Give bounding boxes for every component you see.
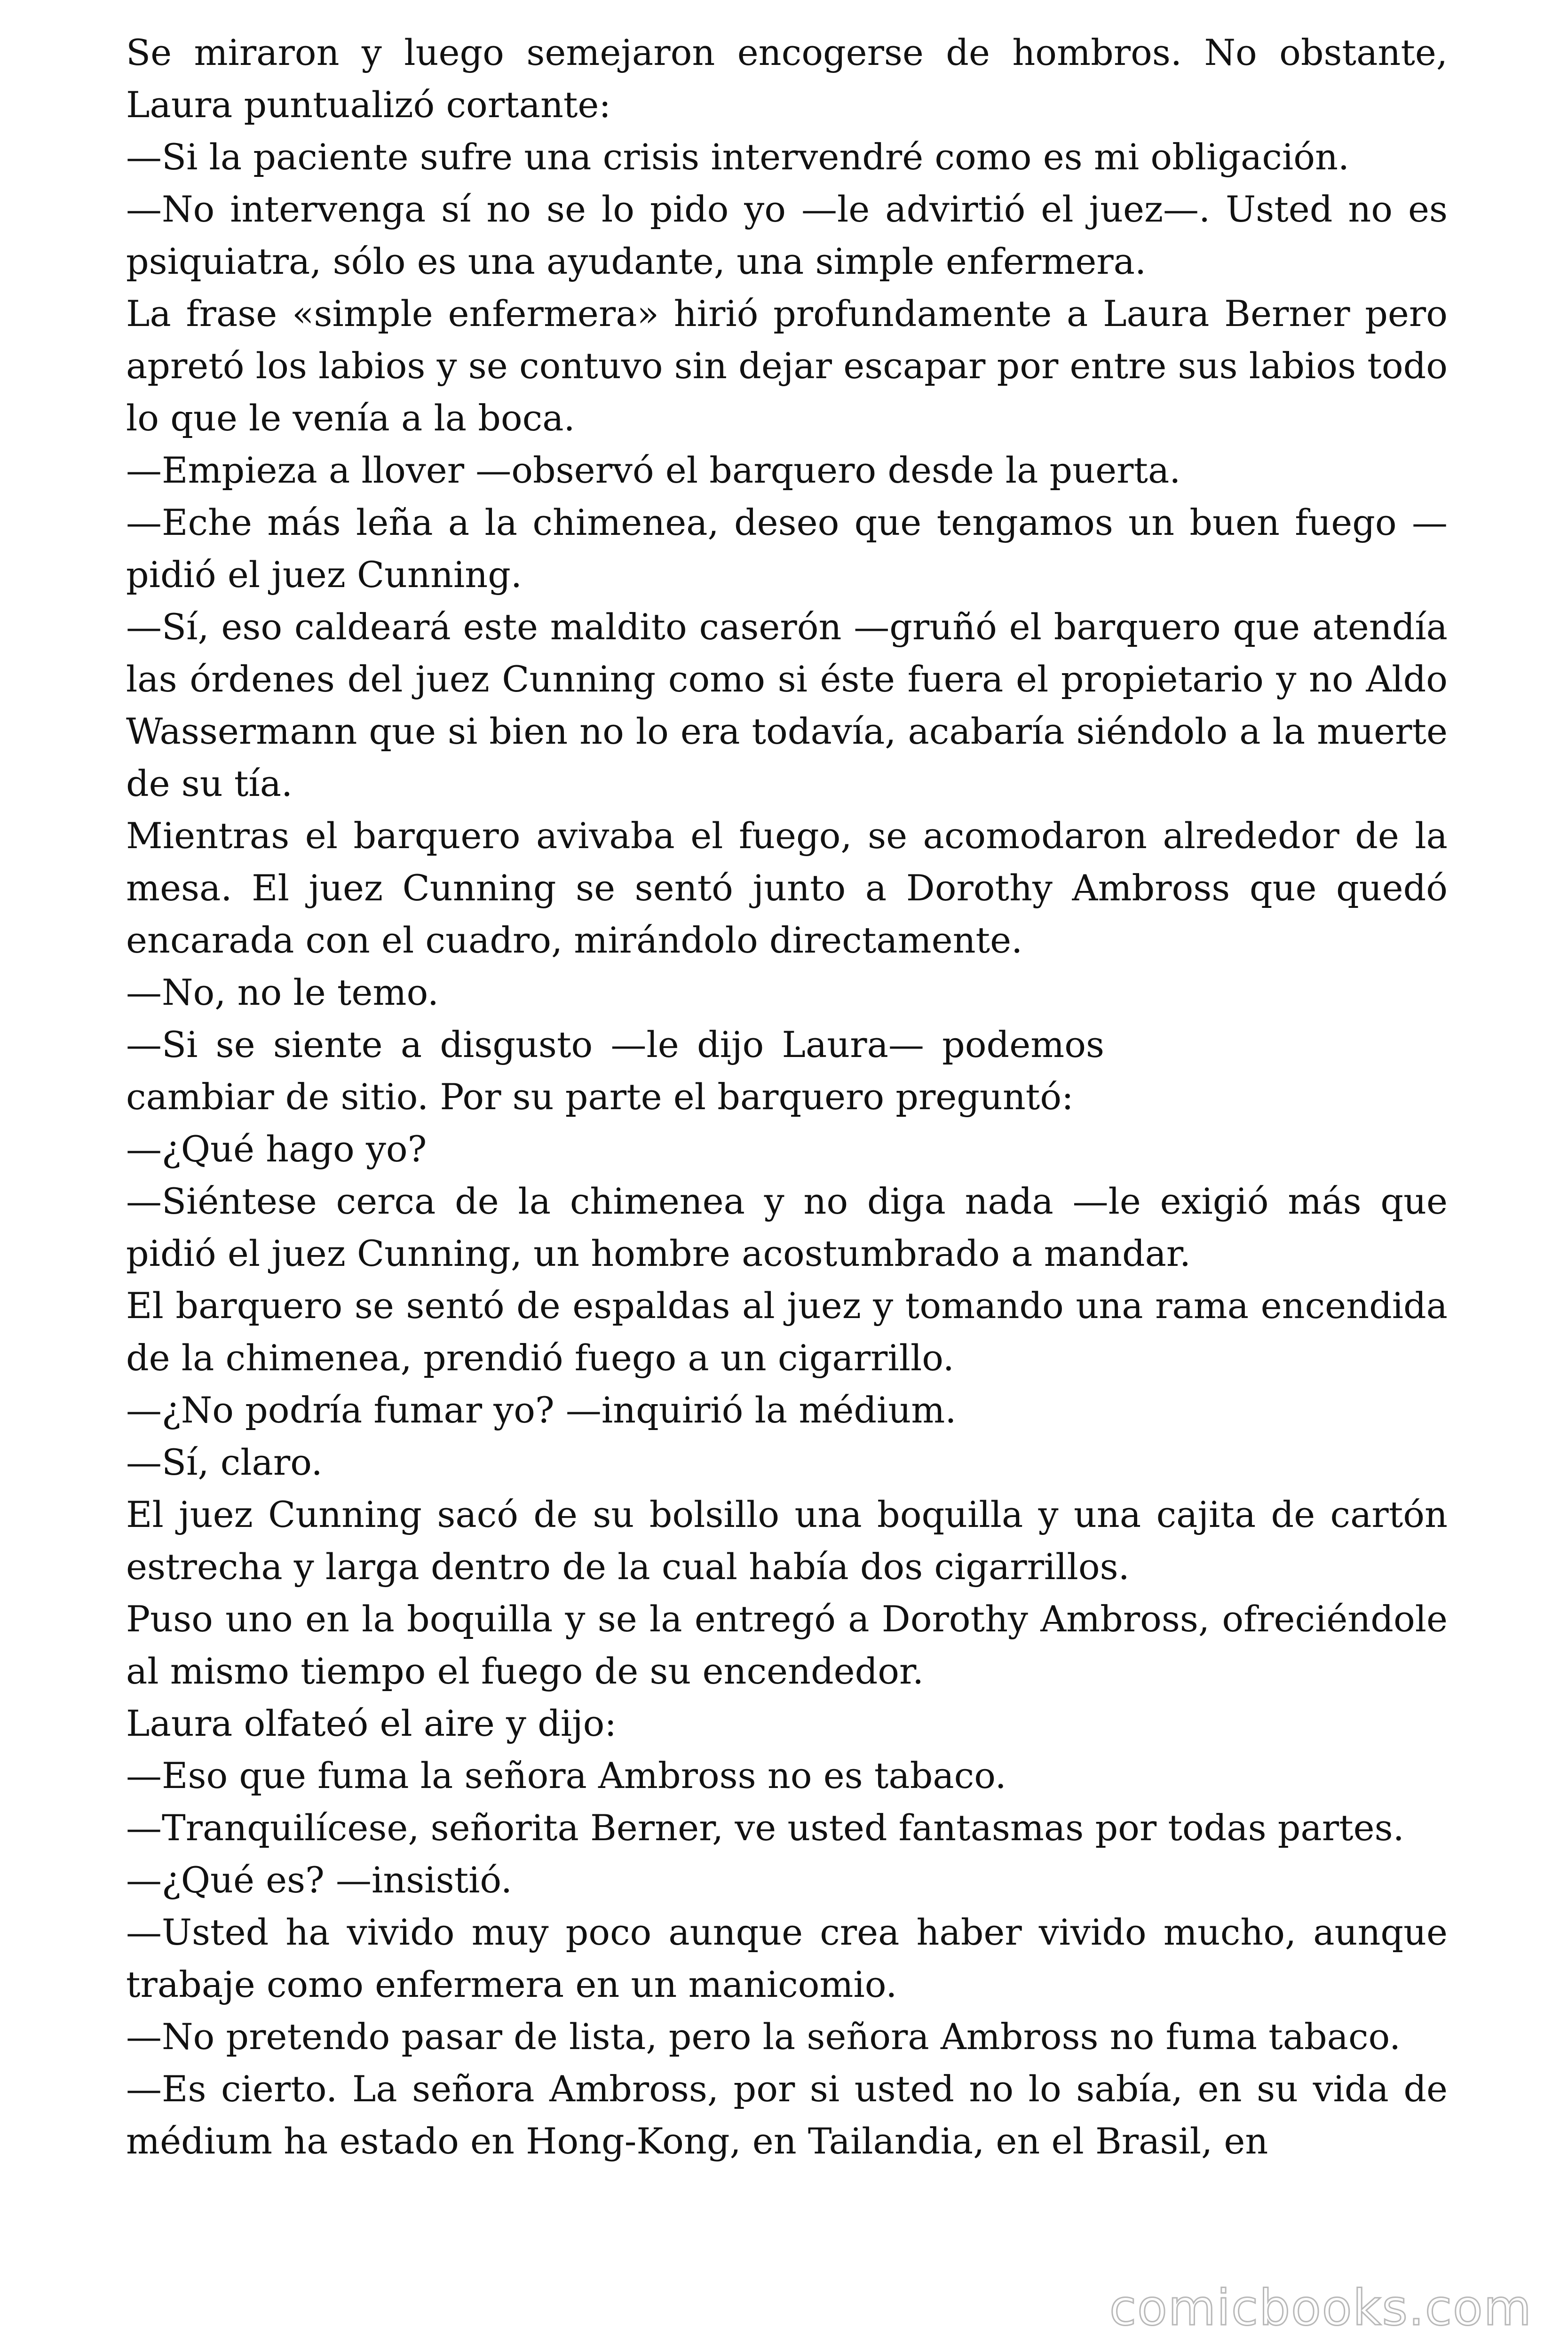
paragraph-13: El barquero se sentó de espaldas al juez y tomando una rama encendida de la chimenea, prendió fuego a un cigarrillo.	[126, 1285, 1448, 1379]
paragraph-8: Mientras el barquero avivaba el fuego, se acomodaron alrededor de la mesa. El juez Cunning se sentó junto a Dorothy Ambross que quedó encarada con el cuadro, mirándolo directamente.	[126, 815, 1448, 961]
paragraph-1: Se miraron y luego semejaron encogerse de hombros. No obstante, Laura puntualizó cortante:	[126, 32, 1448, 126]
paragraph-20: —Tranquilícese, señorita Berner, ve usted fantasmas por todas partes.	[126, 1807, 1404, 1849]
paragraph-7: —Sí, eso caldeará este maldito caserón —gruñó el barquero que atendía las órdenes del juez Cunning como si éste fuera el propietario y no Aldo Wassermann que si bien no lo era todavía, acabaría siéndolo a la muerte de su tía.	[126, 606, 1448, 804]
paragraph-9: —No, no le temo.	[126, 971, 439, 1013]
paragraph-21: —¿Qué es? —insistió.	[126, 1859, 513, 1901]
paragraph-5: —Empieza a llover —observó el barquero desde la puerta.	[126, 449, 1181, 491]
paragraph-18: Laura olfateó el aire y dijo:	[126, 1702, 617, 1744]
document-page	[126, 26, 1448, 2167]
paragraph-6: —Eche más leña a la chimenea, deseo que tengamos un buen fuego —pidió el juez Cunning.	[126, 501, 1448, 596]
watermark: comicbooks.com	[1109, 2279, 1532, 2336]
paragraph-11: —¿Qué hago yo?	[126, 1128, 427, 1170]
paragraph-12: —Siéntese cerca de la chimenea y no diga nada —le exigió más que pidió el juez Cunning, un hombre acostumbrado a mandar.	[126, 1180, 1448, 1274]
paragraph-10: —Si se siente a disgusto —le dijo Laura— podemos cambiar de sitio. Por su parte el barquero preguntó:	[126, 1024, 1104, 1118]
paragraph-3: —No intervenga sí no se lo pido yo —le advirtió el juez—. Usted no es psiquiatra, sólo es una ayudante, una simple enfermera.	[126, 188, 1448, 282]
paragraph-19: —Eso que fuma la señora Ambross no es tabaco.	[126, 1755, 1006, 1796]
paragraph-24: —Es cierto. La señora Ambross, por si usted no lo sabía, en su vida de médium ha estado en Hong-Kong, en Tailandia, en el Brasil, en	[126, 2068, 1448, 2162]
paragraph-15: —Sí, claro.	[126, 1441, 323, 1483]
paragraph-22: —Usted ha vivido muy poco aunque crea haber vivido mucho, aunque trabaje como enfermera en un manicomio.	[126, 1911, 1448, 2005]
paragraph-2: —Si la paciente sufre una crisis intervendré como es mi obligación.	[126, 136, 1350, 178]
paragraph-23: —No pretendo pasar de lista, pero la señora Ambross no fuma tabaco.	[126, 2016, 1401, 2058]
paragraph-16: El juez Cunning sacó de su bolsillo una boquilla y una cajita de cartón estrecha y larga dentro de la cual había dos cigarrillos.	[126, 1494, 1448, 1588]
paragraph-14: —¿No podría fumar yo? —inquirió la médium.	[126, 1389, 957, 1431]
paragraph-4: La frase «simple enfermera» hirió profundamente a Laura Berner pero apretó los labios y se contuvo sin dejar escapar por entre sus labios todo lo que le venía a la boca.	[126, 293, 1448, 439]
paragraph-17: Puso uno en la boquilla y se la entregó a Dorothy Ambross, ofreciéndole al mismo tiempo el fuego de su encendedor.	[126, 1598, 1448, 1692]
